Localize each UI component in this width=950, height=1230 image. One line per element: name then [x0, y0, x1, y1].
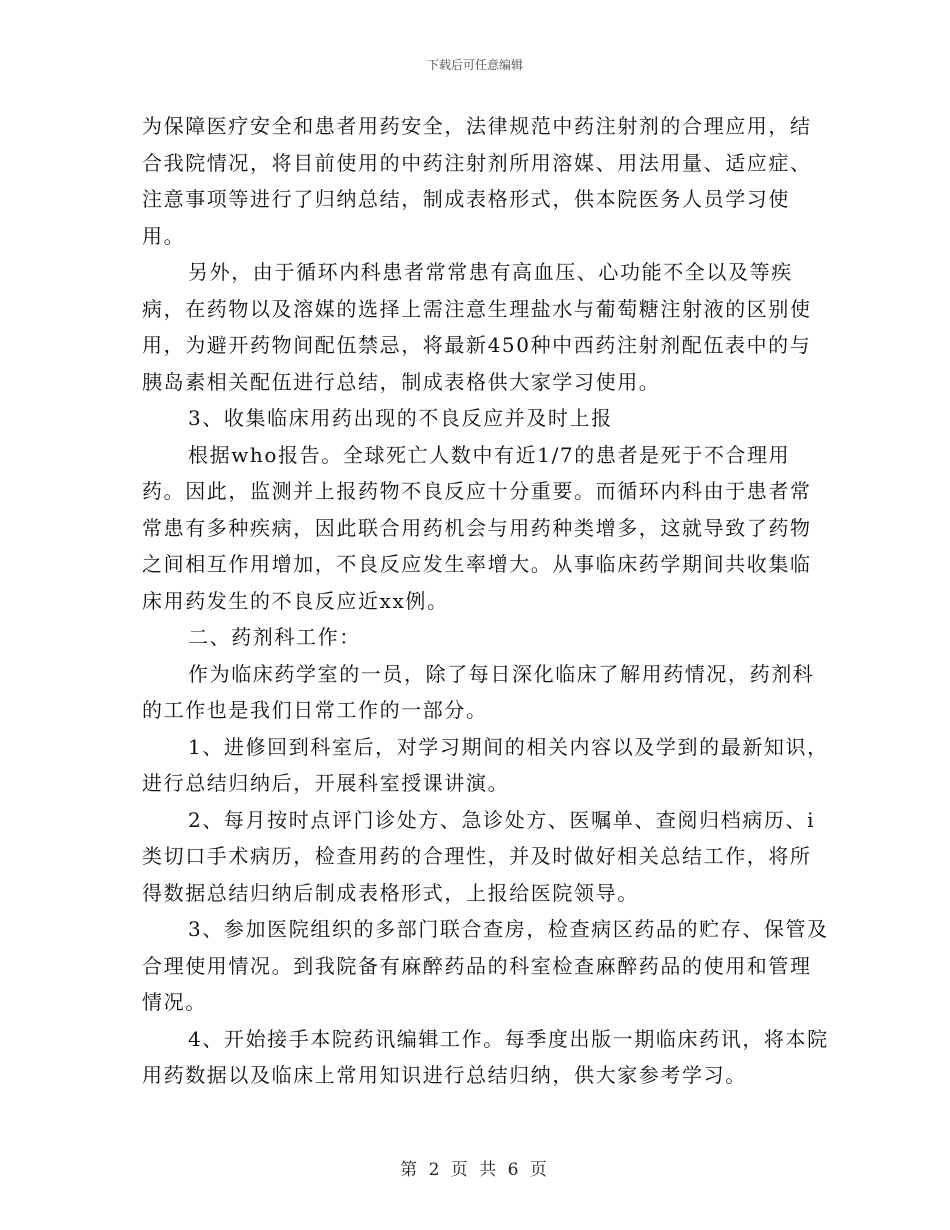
paragraph-2: 另外，由于循环内科患者常常患有高血压、心功能不全以及等疾病，在药物以及溶媒的选择上需注意生理盐水与葡萄糖注射液的区别使用，为避开药物间配伍禁忌，将最新450种中西药注射剂配伍表中的与胰岛素相关配伍进行总结，制成表格供大家学习使用。: [142, 260, 812, 394]
page-header: 下载后可任意编辑: [426, 58, 523, 72]
list-item-3: 3、参加医院组织的多部门联合查房，检查病区药品的贮存、保管及合理使用情况。到我院备有麻醉药品的科室检查麻醉药品的使用和管理情况。: [142, 917, 829, 1014]
list-item-4: 4、开始接手本院药讯编辑工作。每季度出版一期临床药讯，将本院用药数据以及临床上常用知识进行总结归纳，供大家参考学习。: [142, 1026, 829, 1087]
page-number: 第 2 页 共 6 页: [400, 1160, 550, 1180]
list-item-2: 2、每月按时点评门诊处方、急诊处方、医嘱单、查阅归档病历、ⅰ类切口手术病历，检查用药的合理性，并及时做好相关总结工作，将所得数据总结归纳后制成表格形式，上报给医院领导。: [142, 807, 816, 905]
paragraph-who-report: 根据who报告。全球死亡人数中有近1/7的患者是死于不合理用药。因此，监测并上报药物不良反应十分重要。而循环内科由于患者常常患有多种疾病，因此联合用药机会与用药种类增多，这就导致了药物之间相互作用增加，不良反应发生率增大。从事临床药学期间共收集临床用药发生的不良反应近xx例。: [142, 442, 812, 613]
list-item-1: 1、进修回到科室后，对学习期间的相关内容以及学到的最新知识，进行总结归纳后，开展科室授课讲演。: [142, 734, 829, 795]
section-heading-pharmacy: 二、药剂科工作：: [188, 625, 361, 649]
section-heading-3: 3、收集临床用药出现的不良反应并及时上报: [188, 406, 613, 430]
paragraph-1: 为保障医疗安全和患者用药安全，法律规范中药注射剂的合理应用，结合我院情况，将目前使用的中药注射剂所用溶媒、用法用量、适应症、注意事项等进行了归纳总结，制成表格形式，供本院医务人员学习使用。: [142, 114, 812, 248]
paragraph-pharmacy-intro: 作为临床药学室的一员，除了每日深化临床了解用药情况，药剂科的工作也是我们日常工作的一部分。: [142, 661, 815, 722]
document-body: [142, 108, 832, 1094]
